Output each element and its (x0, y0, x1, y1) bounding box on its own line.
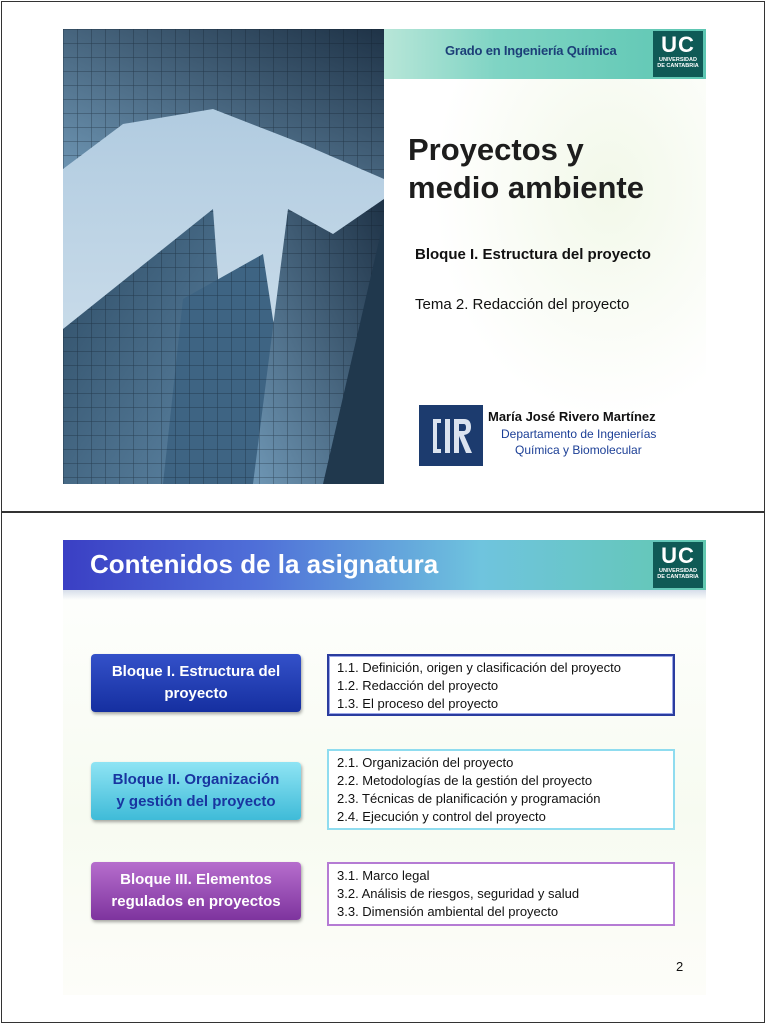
uc-logo-line2: DE CANTABRIA (657, 63, 699, 69)
bloque-1-topics (327, 654, 675, 716)
department-line-2: Química y Biomolecular (515, 443, 642, 457)
header-shadow (63, 590, 706, 600)
skyscraper-photo (63, 29, 384, 484)
title-slide (63, 29, 706, 484)
bloque-2-topics (327, 749, 675, 830)
topic-item: 1.3. El proceso del proyecto (337, 696, 499, 711)
author-name: María José Rivero Martínez (488, 409, 656, 424)
bloque-3-label-line2: regulados en proyectos (111, 893, 281, 910)
slide-title: Contenidos de la asignatura (90, 549, 439, 579)
uc-logo-text: UC (661, 543, 695, 568)
title-line-2: medio ambiente (408, 170, 644, 205)
bloque-2-button (91, 762, 301, 820)
topic-item: 3.3. Dimensión ambiental del proyecto (337, 904, 559, 919)
bloque-3-topics (327, 862, 675, 926)
bloque-3-button (91, 862, 301, 920)
topic-item: 1.2. Redacción del proyecto (337, 678, 499, 693)
page-number: 2 (676, 959, 684, 974)
uc-logo (653, 542, 703, 588)
department-line-1: Departamento de Ingenierías (501, 427, 657, 441)
degree-name: Grado en Ingeniería Química (445, 43, 617, 58)
topic-item: 2.1. Organización del proyecto (337, 755, 514, 770)
bloque-3-label-line1: Bloque III. Elementos (120, 871, 272, 888)
slide-title (408, 131, 644, 207)
topic-item: 3.2. Análisis de riesgos, seguridad y salud (337, 886, 580, 901)
uc-logo-text: UC (661, 32, 695, 57)
title-line-1: Proyectos y (408, 132, 584, 167)
topic-item: 2.4. Ejecución y control del proyecto (337, 809, 546, 824)
bloque-2-label-line2: y gestión del proyecto (116, 793, 276, 810)
bloque-2-label-line1: Bloque II. Organización (112, 771, 280, 788)
bloque-subtitle: Bloque I. Estructura del proyecto (415, 246, 651, 263)
topic-item: 3.1. Marco legal (337, 868, 430, 883)
contents-slide (63, 540, 706, 995)
tema-subtitle: Tema 2. Redacción del proyecto (415, 296, 630, 313)
uc-logo-line1: UNIVERSIDAD (659, 57, 697, 63)
bloque-1-label-line1: Bloque I. Estructura del (111, 663, 281, 680)
department-logo-icon (419, 405, 483, 466)
topic-item: 2.3. Técnicas de planificación y programación (337, 791, 601, 806)
uc-logo-line1: UNIVERSIDAD (659, 568, 697, 574)
topic-item: 1.1. Definición, origen y clasificación del proyecto (337, 660, 621, 675)
uc-logo (653, 31, 703, 77)
topic-item: 2.2. Metodologías de la gestión del proyecto (337, 773, 593, 788)
uc-logo-line2: DE CANTABRIA (657, 574, 699, 580)
bloque-1-label-line2: proyecto (164, 685, 228, 702)
bloque-1-button (91, 654, 301, 712)
